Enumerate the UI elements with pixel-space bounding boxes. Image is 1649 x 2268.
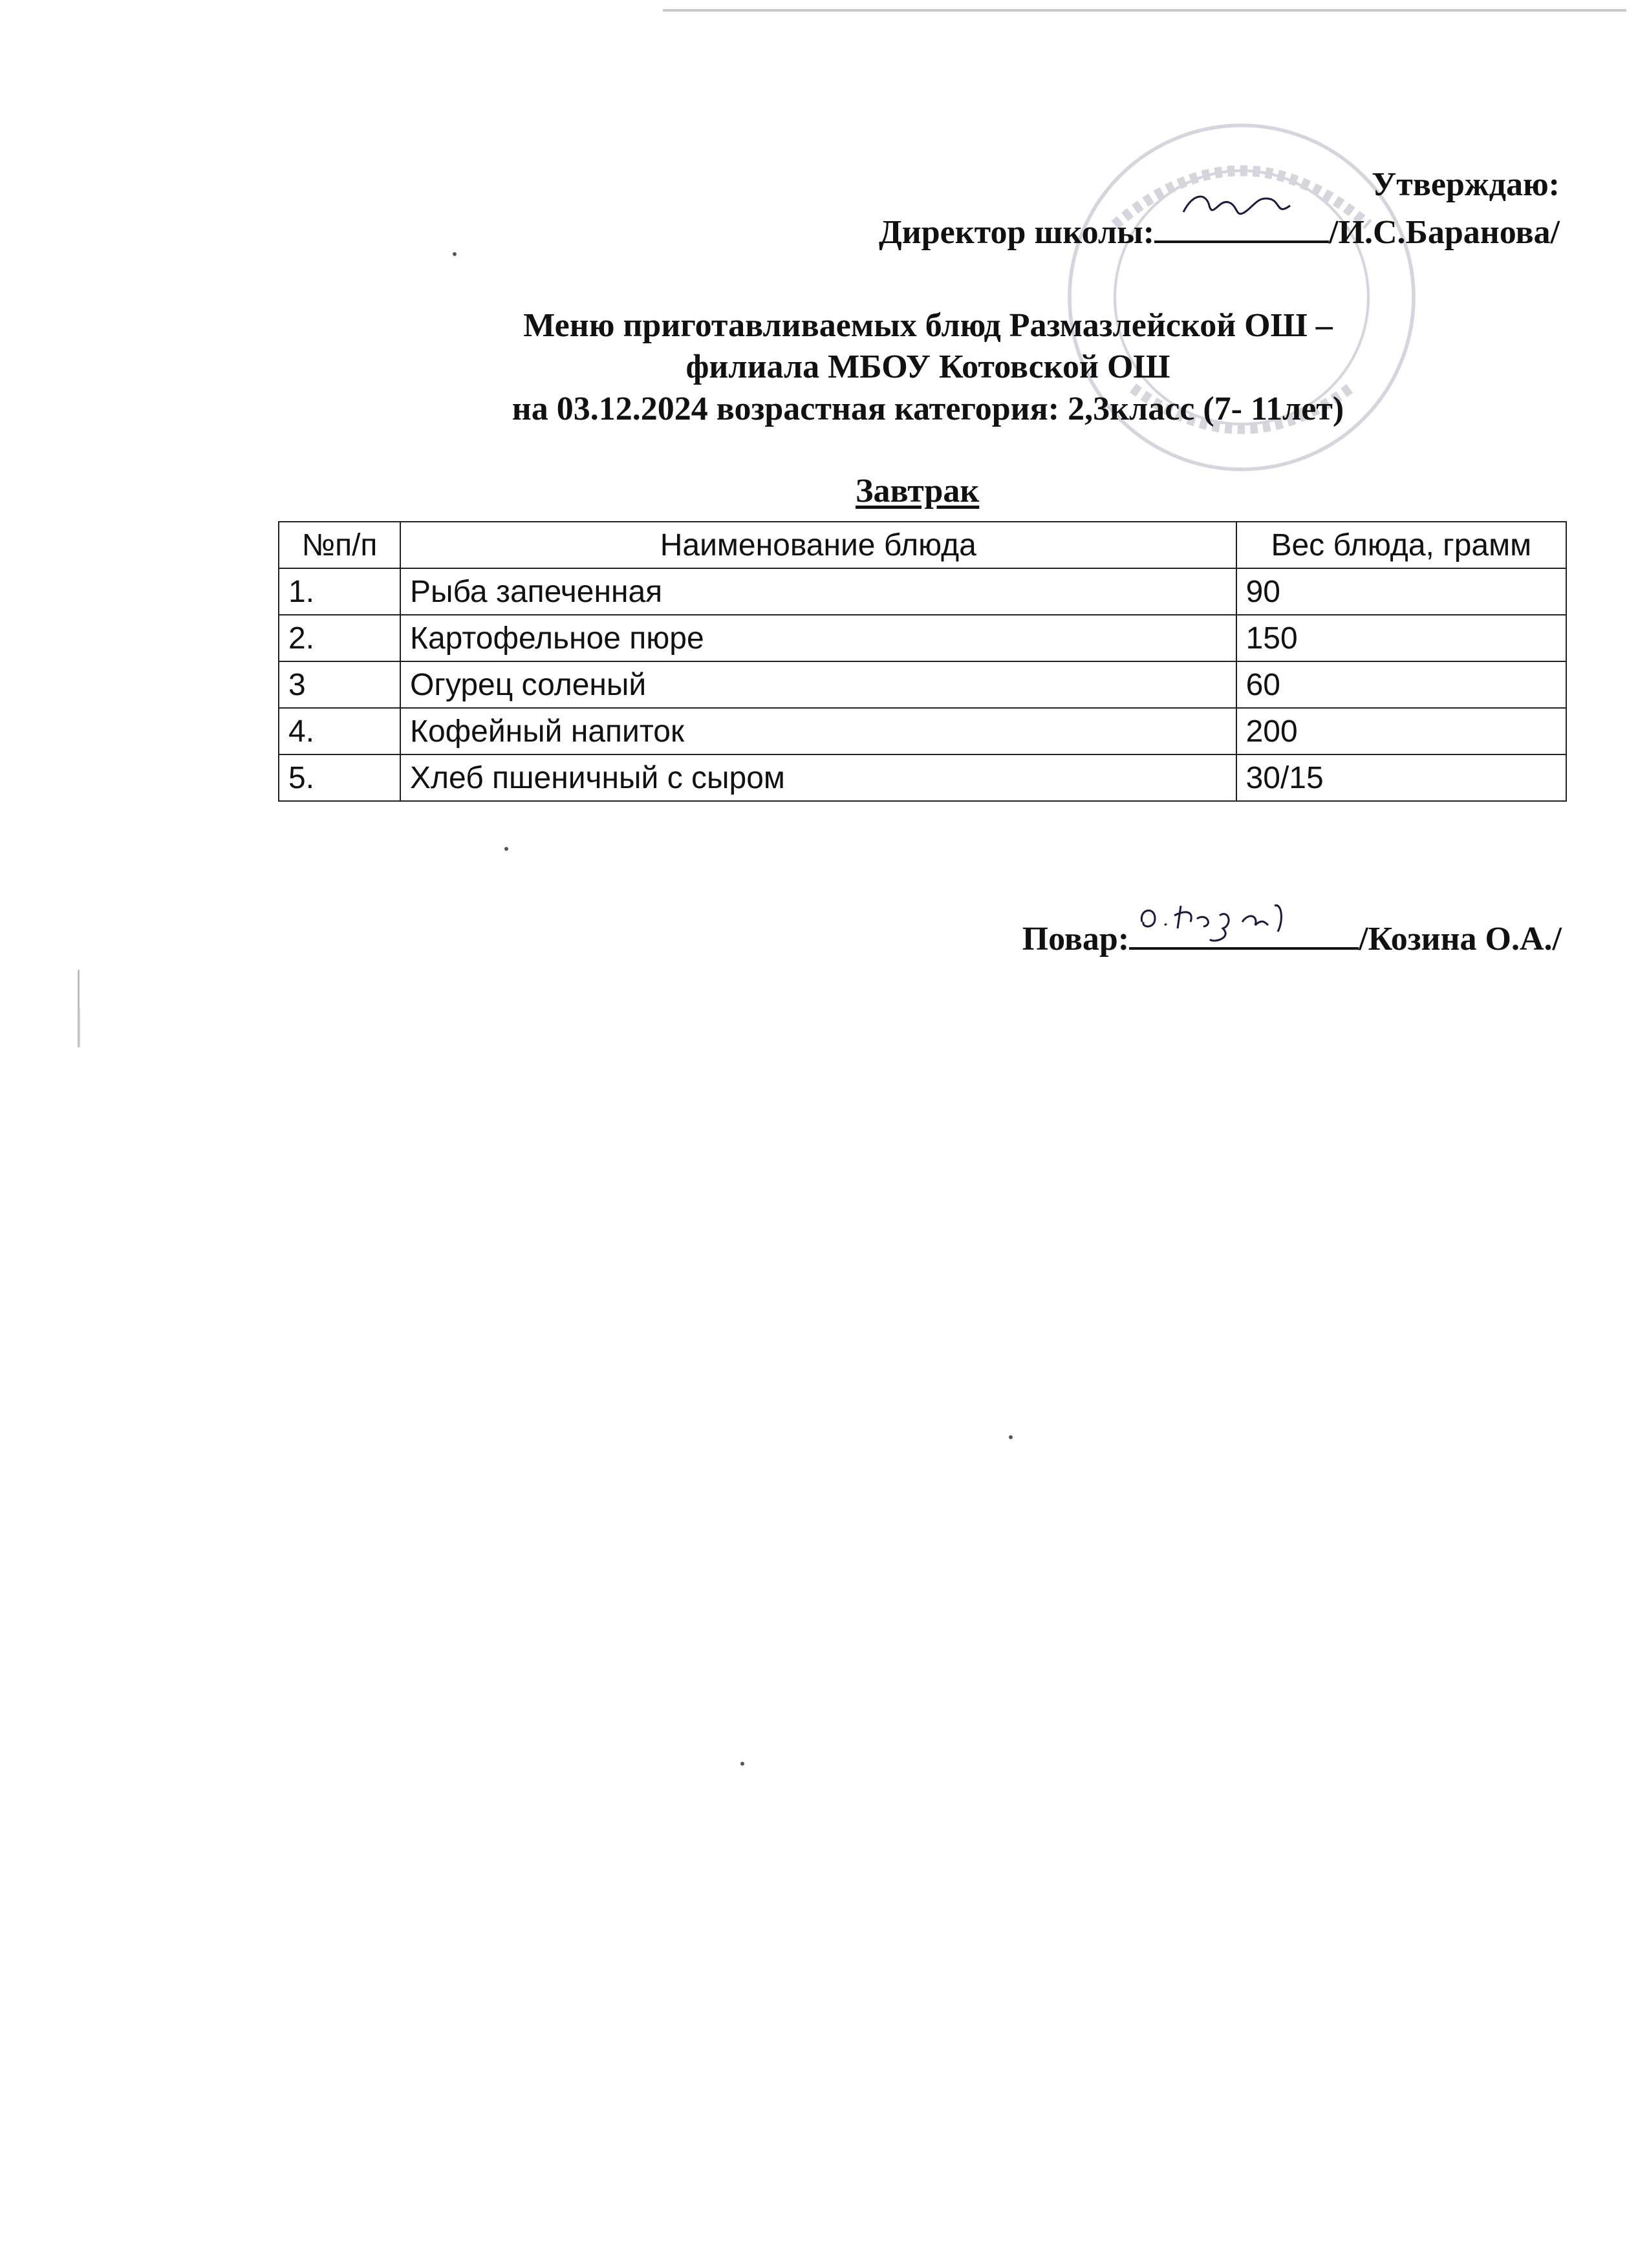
menu-title-line1: Меню приготавливаемых блюд Размазлейской ОШ –	[523, 307, 1333, 344]
menu-title-line3: на 03.12.2024 возрастная категория: 2,3класс (7- 11лет)	[512, 390, 1344, 427]
dish-name: Рыба запеченная	[400, 568, 1236, 615]
cook-signature	[1136, 893, 1342, 945]
table-row	[279, 754, 1566, 801]
cook-name: /Козина О.А./	[1359, 921, 1562, 957]
scan-speck	[1009, 1435, 1013, 1439]
table-header-row	[279, 522, 1566, 568]
director-signature	[1180, 186, 1297, 231]
cook-signature-line	[1129, 915, 1359, 950]
row-number: 4.	[279, 708, 400, 754]
dish-name: Картофельное пюре	[400, 615, 1236, 661]
row-number: 1.	[279, 568, 400, 615]
scan-speck	[504, 847, 508, 851]
dish-weight: 200	[1236, 708, 1566, 754]
director-signature-line	[1154, 208, 1329, 243]
table-row	[279, 661, 1566, 708]
column-header-dish: Наименование блюда	[400, 522, 1236, 568]
scan-speck	[740, 1762, 744, 1766]
menu-title-line2: филиала МБОУ Котовской ОШ	[685, 348, 1170, 385]
dish-weight: 60	[1236, 661, 1566, 708]
column-header-number: №п/п	[279, 522, 400, 568]
dish-weight: 30/15	[1236, 754, 1566, 801]
dish-weight: 90	[1236, 568, 1566, 615]
dish-name: Хлеб пшеничный с сыром	[400, 754, 1236, 801]
approval-role: Директор школы:	[878, 214, 1155, 251]
scan-artifact-line	[79, 1009, 80, 1047]
dish-name: Огурец соленый	[400, 661, 1236, 708]
approval-name: /И.С.Баранова/	[1329, 214, 1560, 251]
cook-role: Повар:	[1022, 921, 1130, 957]
dish-name: Кофейный напиток	[400, 708, 1236, 754]
table-row	[279, 708, 1566, 754]
menu-table	[278, 521, 1567, 802]
row-number: 3	[279, 661, 400, 708]
table-row	[279, 568, 1566, 615]
scan-artifact-line	[663, 9, 1626, 12]
dish-weight: 150	[1236, 615, 1566, 661]
approval-heading: Утверждаю:	[1372, 166, 1560, 203]
table-row	[279, 615, 1566, 661]
scan-speck	[453, 252, 457, 256]
meal-heading: Завтрак	[856, 473, 980, 509]
row-number: 5.	[279, 754, 400, 801]
approval-line	[879, 208, 1560, 256]
row-number: 2.	[279, 615, 400, 661]
column-header-weight: Вес блюда, грамм	[1236, 522, 1566, 568]
cook-signature-block	[1022, 915, 1562, 963]
approval-block	[879, 162, 1560, 256]
